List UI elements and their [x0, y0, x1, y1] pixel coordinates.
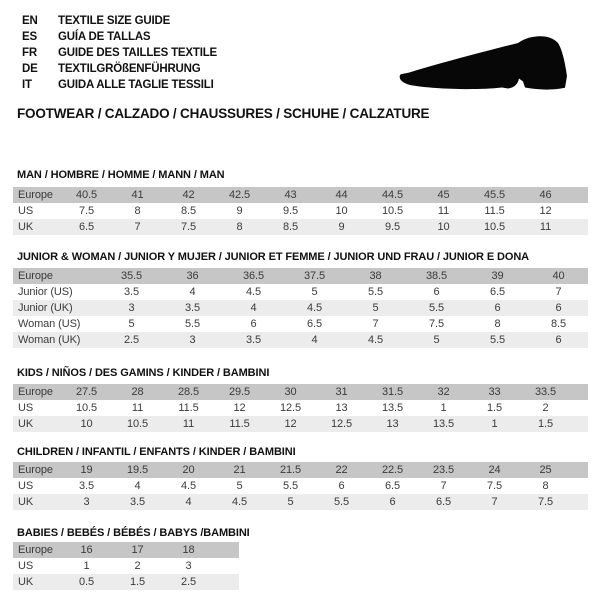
size-cell: 8 [236, 221, 243, 233]
row-label: Junior (UK) [18, 302, 73, 314]
size-cell: 3 [189, 334, 196, 346]
table-title: MAN / HOMBRE / HOMME / MANN / MAN [17, 169, 225, 181]
row-label: Europe [18, 189, 53, 201]
table-row [13, 300, 588, 316]
size-cell: 11.5 [484, 205, 505, 217]
dress-shoe-icon [398, 35, 570, 93]
size-cell: 1 [83, 560, 90, 572]
size-cell: 6 [389, 496, 396, 508]
size-cell: 21 [233, 464, 246, 476]
size-cell: 4.5 [307, 302, 322, 314]
size-cell: 7 [555, 286, 562, 298]
row-label: US [18, 205, 34, 217]
language-title: TEXTILE SIZE GUIDE [58, 15, 171, 27]
size-cell: 7.5 [181, 221, 196, 233]
size-cell: 10 [80, 418, 93, 430]
table-row [13, 203, 588, 219]
size-cell: 38.5 [425, 270, 447, 282]
language-code: DE [22, 63, 38, 75]
size-cell: 2 [134, 560, 141, 572]
language-line [22, 13, 217, 29]
row-label: Europe [18, 270, 53, 282]
size-cell: 38 [369, 270, 382, 282]
size-cell: 6.5 [79, 221, 94, 233]
table-row [13, 187, 588, 203]
size-cell: 5 [433, 334, 440, 346]
size-cell: 0.5 [79, 576, 94, 588]
size-cell: 25 [539, 464, 552, 476]
size-cell: 5 [311, 286, 318, 298]
size-cell: 10 [437, 221, 450, 233]
size-cell: 4.5 [368, 334, 383, 346]
size-cell: 6 [555, 334, 562, 346]
row-label: Junior (US) [18, 286, 73, 298]
size-cell: 5 [372, 302, 379, 314]
size-cell: 8 [134, 205, 141, 217]
size-cell: 8 [542, 480, 549, 492]
language-line [22, 77, 217, 93]
row-label: US [18, 480, 34, 492]
size-cell: 2 [542, 402, 549, 414]
size-cell: 27.5 [75, 386, 97, 398]
size-cell: 11 [182, 418, 195, 430]
table-row [13, 542, 239, 558]
size-cell: 42 [182, 189, 195, 201]
size-cell: 4.5 [232, 496, 247, 508]
size-cell: 4 [134, 480, 141, 492]
row-label: Europe [18, 544, 53, 556]
size-cell: 10.5 [75, 402, 97, 414]
size-cell: 6.5 [385, 480, 400, 492]
size-cell: 12 [284, 418, 297, 430]
size-cell: 1 [440, 402, 447, 414]
size-cell: 21.5 [279, 464, 301, 476]
size-cell: 20 [182, 464, 195, 476]
size-cell: 19.5 [126, 464, 148, 476]
size-cell: 12.5 [330, 418, 352, 430]
row-label: Woman (US) [18, 318, 81, 330]
size-cell: 12 [233, 402, 246, 414]
size-cell: 7.5 [538, 496, 553, 508]
size-cell: 3 [128, 302, 135, 314]
size-cell: 6.5 [490, 286, 505, 298]
size-cell: 13.5 [381, 402, 403, 414]
size-cell: 43 [284, 189, 297, 201]
size-cell: 2.5 [124, 334, 139, 346]
size-cell: 6.5 [436, 496, 451, 508]
size-cell: 5.5 [334, 496, 349, 508]
size-table [13, 384, 588, 432]
size-cell: 6 [555, 302, 562, 314]
size-cell: 40.5 [75, 189, 97, 201]
table-row [13, 332, 588, 348]
size-cell: 4 [250, 302, 257, 314]
size-cell: 12.5 [279, 402, 301, 414]
row-label: UK [18, 221, 34, 233]
size-cell: 9.5 [385, 221, 400, 233]
table-title: BABIES / BEBÉS / BÉBÉS / BABYS /BAMBINI [17, 527, 250, 539]
size-cell: 5.5 [185, 318, 200, 330]
size-cell: 7 [372, 318, 379, 330]
size-cell: 4 [189, 286, 196, 298]
size-cell: 3.5 [79, 480, 94, 492]
size-cell: 11.5 [178, 402, 199, 414]
size-cell: 1.5 [538, 418, 553, 430]
size-cell: 4 [311, 334, 318, 346]
size-cell: 35.5 [120, 270, 142, 282]
size-cell: 22 [335, 464, 348, 476]
row-label: UK [18, 418, 34, 430]
size-cell: 11 [437, 205, 450, 217]
size-cell: 8.5 [283, 221, 298, 233]
table-row [13, 284, 588, 300]
language-line [22, 45, 217, 61]
table-title: KIDS / NIÑOS / DES GAMINS / KINDER / BAMBINI [17, 367, 270, 379]
size-cell: 9 [236, 205, 243, 217]
table-row [13, 478, 588, 494]
language-list [22, 13, 217, 93]
size-cell: 5 [236, 480, 243, 492]
row-label: Woman (UK) [18, 334, 81, 346]
size-cell: 42.5 [228, 189, 250, 201]
size-cell: 10.5 [483, 221, 505, 233]
language-line [22, 29, 217, 45]
size-cell: 18 [182, 544, 195, 556]
row-label: US [18, 560, 34, 572]
size-cell: 9 [338, 221, 345, 233]
size-cell: 1.5 [487, 402, 502, 414]
language-line [22, 61, 217, 77]
size-cell: 44.5 [381, 189, 403, 201]
size-cell: 41 [131, 189, 144, 201]
size-cell: 1.5 [130, 576, 145, 588]
size-cell: 13 [335, 402, 348, 414]
row-label: UK [18, 496, 34, 508]
table-row [13, 462, 588, 478]
size-cell: 28 [131, 386, 144, 398]
language-code: ES [22, 31, 37, 43]
size-cell: 5 [128, 318, 135, 330]
table-title: CHILDREN / INFANTIL / ENFANTS / KINDER / BAMBINI [17, 446, 296, 458]
table-row [13, 219, 588, 235]
size-table [13, 268, 588, 348]
size-cell: 33.5 [534, 386, 556, 398]
size-cell: 4.5 [246, 286, 261, 298]
size-cell: 8.5 [181, 205, 196, 217]
size-cell: 11 [539, 221, 552, 233]
language-title: GUIDA ALLE TAGLIE TESSILI [58, 79, 214, 91]
language-code: EN [22, 15, 38, 27]
size-cell: 17 [131, 544, 144, 556]
size-cell: 11 [131, 402, 144, 414]
size-cell: 7.5 [79, 205, 94, 217]
table-row [13, 574, 239, 590]
size-cell: 7.5 [487, 480, 502, 492]
size-cell: 31.5 [381, 386, 403, 398]
size-cell: 23.5 [432, 464, 454, 476]
row-label: Europe [18, 386, 53, 398]
size-cell: 10 [335, 205, 348, 217]
size-cell: 37.5 [303, 270, 325, 282]
language-code: FR [22, 47, 37, 59]
language-title: GUIDE DES TAILLES TEXTILE [58, 47, 217, 59]
size-cell: 3 [185, 560, 192, 572]
category-line: FOOTWEAR / CALZADO / CHAUSSURES / SCHUHE / CALZATURE [17, 106, 430, 121]
table-row [13, 400, 588, 416]
size-cell: 1 [491, 418, 498, 430]
size-cell: 11.5 [229, 418, 250, 430]
size-cell: 16 [80, 544, 93, 556]
row-label: US [18, 402, 34, 414]
table-row [13, 384, 588, 400]
size-cell: 4.5 [181, 480, 196, 492]
size-cell: 19 [80, 464, 93, 476]
table-row [13, 558, 239, 574]
size-cell: 6 [338, 480, 345, 492]
row-label: Europe [18, 464, 53, 476]
size-cell: 3.5 [124, 286, 139, 298]
size-cell: 6 [250, 318, 257, 330]
size-cell: 24 [488, 464, 501, 476]
size-cell: 3.5 [185, 302, 200, 314]
size-cell: 32 [437, 386, 450, 398]
size-cell: 8.5 [551, 318, 566, 330]
size-cell: 39 [491, 270, 504, 282]
size-cell: 6 [494, 302, 501, 314]
language-title: TEXTILGRÖßENFÜHRUNG [58, 63, 201, 75]
size-cell: 9.5 [283, 205, 298, 217]
size-cell: 7.5 [429, 318, 444, 330]
size-cell: 13 [386, 418, 399, 430]
size-cell: 31 [335, 386, 348, 398]
size-cell: 28.5 [177, 386, 199, 398]
size-cell: 36.5 [242, 270, 264, 282]
size-cell: 8 [494, 318, 501, 330]
size-cell: 30 [284, 386, 297, 398]
size-table [13, 542, 239, 590]
size-cell: 45.5 [483, 189, 505, 201]
size-cell: 29.5 [228, 386, 250, 398]
size-cell: 13.5 [432, 418, 454, 430]
size-cell: 3.5 [130, 496, 145, 508]
size-cell: 7 [134, 221, 141, 233]
size-cell: 10.5 [381, 205, 403, 217]
size-cell: 33 [488, 386, 501, 398]
size-cell: 5.5 [283, 480, 298, 492]
size-cell: 7 [491, 496, 498, 508]
size-cell: 10.5 [126, 418, 148, 430]
size-cell: 5.5 [490, 334, 505, 346]
size-cell: 5 [287, 496, 294, 508]
table-row [13, 268, 588, 284]
size-table [13, 187, 588, 235]
size-cell: 3.5 [246, 334, 261, 346]
size-table [13, 462, 588, 510]
table-row [13, 316, 588, 332]
size-cell: 6 [433, 286, 440, 298]
size-cell: 46 [539, 189, 552, 201]
language-title: GUÍA DE TALLAS [58, 31, 151, 43]
size-cell: 22.5 [381, 464, 403, 476]
size-cell: 4 [185, 496, 192, 508]
size-cell: 2.5 [181, 576, 196, 588]
size-cell: 7 [440, 480, 447, 492]
size-cell: 44 [335, 189, 348, 201]
size-cell: 12 [539, 205, 552, 217]
size-cell: 36 [186, 270, 199, 282]
table-row [13, 494, 588, 510]
size-cell: 45 [437, 189, 450, 201]
table-title: JUNIOR & WOMAN / JUNIOR Y MUJER / JUNIOR ET FEMME / JUNIOR UND FRAU / JUNIOR E DONA [17, 251, 530, 263]
size-cell: 5.5 [368, 286, 383, 298]
language-code: IT [22, 79, 32, 91]
row-label: UK [18, 576, 34, 588]
size-cell: 40 [552, 270, 565, 282]
table-row [13, 416, 588, 432]
size-cell: 3 [83, 496, 90, 508]
size-cell: 5.5 [429, 302, 444, 314]
size-cell: 6.5 [307, 318, 322, 330]
